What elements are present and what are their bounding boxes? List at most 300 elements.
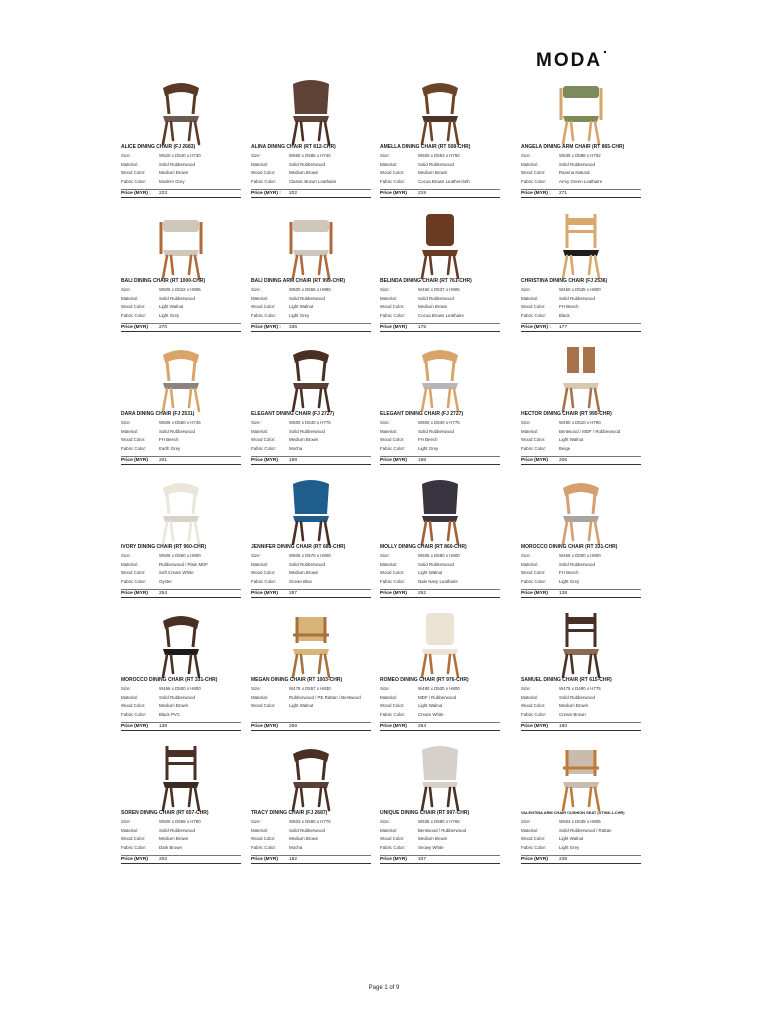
price-label: Price (MYR) xyxy=(251,724,278,730)
spec-row-size xyxy=(380,286,500,295)
spec-row-material xyxy=(380,827,500,836)
spec-label: Fabric Color: xyxy=(380,711,406,717)
spec-row-fabric xyxy=(121,711,241,720)
price-label: Price (MYR) xyxy=(521,458,548,464)
spec-list xyxy=(121,685,241,719)
spec-label: Size: xyxy=(521,819,531,824)
spec-list xyxy=(380,419,500,453)
spec-row-wood xyxy=(521,835,641,844)
chair-image xyxy=(549,74,613,146)
price-value: 271 xyxy=(559,191,568,197)
spec-label: Wood Color: xyxy=(380,703,405,709)
price-value: 175 xyxy=(418,325,427,331)
spec-row-fabric xyxy=(121,178,241,187)
spec-row-fabric xyxy=(380,711,500,720)
spec-value: Solid Rubberwood xyxy=(289,428,325,434)
spec-row-size xyxy=(121,419,241,428)
spec-row-material xyxy=(380,428,500,437)
spec-row-fabric xyxy=(380,312,500,321)
spec-row-wood xyxy=(121,169,241,178)
spec-row-size xyxy=(121,818,241,827)
spec-value: Light Grey xyxy=(559,844,580,850)
spec-row-material xyxy=(380,161,500,170)
product-card xyxy=(251,470,371,603)
spec-label: Size: xyxy=(121,287,131,292)
chair-image xyxy=(149,474,213,546)
spec-value: Earth Grey xyxy=(159,445,181,451)
chair-image xyxy=(149,341,213,413)
chair-image xyxy=(149,74,213,146)
spec-value: Mocha xyxy=(289,445,303,451)
price-label: Price (MYR) xyxy=(380,857,407,863)
spec-value: Medium Brown xyxy=(159,836,189,842)
spec-row-size xyxy=(380,685,500,694)
price-label: Price (MYR) xyxy=(380,325,407,331)
spec-row-fabric xyxy=(380,844,500,853)
spec-row-fabric xyxy=(121,578,241,587)
price-row xyxy=(121,722,241,731)
spec-row-size xyxy=(251,685,371,694)
product-name: IVORY DINING CHAIR (RT 960-CHR) xyxy=(121,544,207,550)
spec-label: Material: xyxy=(380,694,397,700)
spec-row-material xyxy=(251,827,371,836)
spec-label: Fabric Color: xyxy=(121,844,147,850)
product-card xyxy=(521,204,641,337)
spec-value: Medium Brown xyxy=(289,437,319,443)
product-card xyxy=(380,204,500,337)
spec-list xyxy=(251,552,371,586)
product-card xyxy=(380,337,500,470)
spec-row-material xyxy=(521,161,641,170)
spec-row-material xyxy=(251,161,371,170)
product-card xyxy=(521,470,641,603)
price-row xyxy=(121,589,241,598)
spec-value: W460 x D537 x H806 xyxy=(418,287,460,292)
spec-value: FH Beech xyxy=(559,304,579,310)
spec-row-fabric xyxy=(121,844,241,853)
price-label: Price (MYR) xyxy=(251,458,278,464)
spec-row-wood xyxy=(380,436,500,445)
product-name: JENNIFER DINING CHAIR (RT 688-CHR) xyxy=(251,544,346,550)
product-name: BALI DINING CHAIR (RT 1000-CHR) xyxy=(121,278,206,284)
spec-value: Solid Rubberwood xyxy=(559,295,595,301)
price-row xyxy=(251,323,371,332)
spec-value: W506 x D560 x H800 xyxy=(159,553,201,558)
spec-row-material xyxy=(251,694,371,703)
spec-value: Light Walnut xyxy=(559,437,584,443)
chair-image xyxy=(279,740,343,812)
spec-label: Material: xyxy=(121,827,138,833)
spec-label: Wood Color: xyxy=(121,703,146,709)
spec-value: Nale Navy Leathaire xyxy=(418,578,458,584)
price-value: 337 xyxy=(418,857,427,863)
spec-label: Size: xyxy=(380,819,390,824)
spec-label: Wood Color: xyxy=(521,570,546,576)
price-row xyxy=(121,189,241,198)
spec-value: FH Beech xyxy=(159,437,179,443)
spec-value: Medium Brown xyxy=(418,304,448,310)
spec-value: Medium Brown xyxy=(289,170,319,176)
price-value: 160 xyxy=(559,724,568,730)
product-card xyxy=(380,603,500,736)
spec-row-size xyxy=(251,552,371,561)
spec-label: Size: xyxy=(380,153,390,158)
spec-value: Solid Rubberwood xyxy=(418,428,454,434)
spec-label: Fabric Color: xyxy=(380,178,406,184)
spec-list xyxy=(521,818,641,852)
price-row xyxy=(521,722,641,731)
spec-label: Size: xyxy=(121,553,131,558)
spec-label: Fabric Color: xyxy=(121,178,147,184)
spec-list xyxy=(121,419,241,453)
spec-label: Wood Color: xyxy=(251,570,276,576)
chair-image xyxy=(279,607,343,679)
chair-image xyxy=(408,208,472,280)
spec-label: Fabric Color: xyxy=(521,445,547,451)
price-label: Price (MYR) xyxy=(121,591,148,597)
spec-label: Fabric Color: xyxy=(521,178,547,184)
product-name: VALENTINA ARM CHAIR CUSHION SEAT (ST966-1-CHR) xyxy=(521,810,625,815)
spec-value: Cream Brown xyxy=(559,711,586,717)
spec-value: Solid Rubberwood xyxy=(559,694,595,700)
price-row xyxy=(380,589,500,598)
price-label: Price (MYR) xyxy=(521,724,548,730)
spec-label: Wood Color: xyxy=(121,570,146,576)
product-name: ANGELA DINING ARM CHAIR (RT 865-CHR) xyxy=(521,144,625,150)
price-value: 239 xyxy=(559,857,568,863)
product-name: ELEGANT DINING CHAIR (FJ 2727) xyxy=(251,411,335,417)
spec-row-size xyxy=(121,152,241,161)
spec-row-wood xyxy=(251,569,371,578)
price-label: Price (MYR) xyxy=(380,591,407,597)
spec-label: Material: xyxy=(380,161,397,167)
spec-value: Solid Rubberwood xyxy=(289,827,325,833)
spec-row-size xyxy=(380,152,500,161)
spec-label: Fabric Color: xyxy=(380,445,406,451)
spec-label: Material: xyxy=(121,161,138,167)
spec-list xyxy=(251,286,371,320)
spec-row-wood xyxy=(121,702,241,711)
spec-row-fabric xyxy=(380,445,500,454)
spec-label: Material: xyxy=(251,561,268,567)
spec-label: Size: xyxy=(251,686,261,691)
spec-label: Material: xyxy=(251,295,268,301)
price-label: Price (MYR) : xyxy=(121,191,151,197)
spec-label: Size: xyxy=(251,153,261,158)
spec-label: Material: xyxy=(121,428,138,434)
product-name: HECTOR DINING CHAIR (RT 995-CHR) xyxy=(521,411,612,417)
product-name: CHRISTINA DINING CHAIR (FJ 2536) xyxy=(521,278,608,284)
spec-row-material xyxy=(121,827,241,836)
price-label: Price (MYR) xyxy=(251,591,278,597)
spec-value: Medium Brown xyxy=(159,703,189,709)
price-row xyxy=(251,456,371,465)
spec-label: Size: xyxy=(521,686,531,691)
product-name: UNIQUE DINING CHAIR (RT 997-CHR) xyxy=(380,810,470,816)
spec-value: Medium Brown xyxy=(418,836,448,842)
spec-value: Ravena Natural xyxy=(559,170,590,176)
spec-label: Material: xyxy=(521,295,538,301)
product-name: MOROCCO DINING CHAIR (RT 331-CHR) xyxy=(521,544,618,550)
spec-label: Size: xyxy=(121,686,131,691)
spec-value: MDF / Rubberwood xyxy=(418,694,457,700)
spec-label: Wood Color: xyxy=(251,836,276,842)
product-card xyxy=(521,736,641,869)
spec-label: Fabric Color: xyxy=(521,711,547,717)
product-name: MOROCCO DINING CHAIR (RT 331-CHR) xyxy=(121,677,218,683)
spec-value: W500 x D655 x H880 xyxy=(289,287,331,292)
product-card xyxy=(121,736,241,869)
spec-row-size xyxy=(521,419,641,428)
spec-value: Solid Rubberwood xyxy=(559,161,595,167)
spec-value: FH Beech xyxy=(418,437,438,443)
spec-label: Fabric Color: xyxy=(251,578,277,584)
price-row xyxy=(380,456,500,465)
spec-value: Solid Rubberwood xyxy=(159,161,195,167)
spec-value: Solid Rubberwood xyxy=(159,295,195,301)
price-label: Price (MYR) xyxy=(121,458,148,464)
spec-row-wood xyxy=(380,835,500,844)
spec-row-wood xyxy=(251,436,371,445)
spec-value: Solid Rubberwood xyxy=(418,561,454,567)
spec-row-wood xyxy=(251,702,371,711)
spec-label: Material: xyxy=(521,428,538,434)
spec-value: Light Walnut xyxy=(418,703,443,709)
price-value: 202 xyxy=(289,191,298,197)
spec-list xyxy=(251,818,371,852)
price-value: 182 xyxy=(289,857,298,863)
product-card xyxy=(380,736,500,869)
product-card xyxy=(251,736,371,869)
product-name: SAMUEL DINING CHAIR (RT 615-CHR) xyxy=(521,677,612,683)
product-name: ELEGANT DINING CHAIR (FJ 2727) xyxy=(380,411,464,417)
spec-value: Black PVC xyxy=(159,711,180,717)
price-value: 138 xyxy=(559,591,568,597)
spec-value: Classic Brown Leathaire xyxy=(289,178,337,184)
product-card xyxy=(521,603,641,736)
spec-value: W520 x D540 x H730 xyxy=(159,153,201,158)
spec-label: Wood Color: xyxy=(121,170,146,176)
spec-value: Light Grey xyxy=(159,312,180,318)
spec-label: Wood Color: xyxy=(521,836,546,842)
price-value: 336 xyxy=(289,325,298,331)
spec-value: W466 x D500 x H800 xyxy=(559,553,601,558)
spec-label: Wood Color: xyxy=(251,703,276,709)
spec-row-size xyxy=(380,419,500,428)
spec-row-wood xyxy=(121,436,241,445)
product-name: BELINDA DINING CHAIR (RT 761-CHR) xyxy=(380,278,472,284)
spec-label: Material: xyxy=(380,428,397,434)
spec-label: Size: xyxy=(251,420,261,425)
spec-label: Material: xyxy=(380,561,397,567)
price-row xyxy=(380,722,500,731)
spec-label: Fabric Color: xyxy=(251,844,277,850)
spec-label: Wood Color: xyxy=(121,437,146,443)
price-value: 287 xyxy=(289,591,298,597)
product-card xyxy=(251,603,371,736)
spec-row-material xyxy=(380,295,500,304)
spec-row-material xyxy=(251,428,371,437)
price-row xyxy=(521,855,641,864)
spec-label: Size: xyxy=(251,287,261,292)
spec-label: Size: xyxy=(251,819,261,824)
spec-row-wood xyxy=(380,569,500,578)
spec-row-wood xyxy=(521,169,641,178)
product-card xyxy=(121,603,241,736)
spec-value: W564 x D635 x H805 xyxy=(559,819,601,824)
spec-row-material xyxy=(121,428,241,437)
spec-list xyxy=(121,152,241,186)
spec-label: Material: xyxy=(251,161,268,167)
spec-value: Solid Rubberwood xyxy=(159,694,195,700)
chair-image xyxy=(549,607,613,679)
spec-row-material xyxy=(521,561,641,570)
price-value: 223 xyxy=(159,191,168,197)
price-label: Price (MYR) : xyxy=(521,191,551,197)
spec-row-fabric xyxy=(251,578,371,587)
spec-row-wood xyxy=(251,835,371,844)
spec-value: W478 x D557 x H830 xyxy=(289,686,331,691)
spec-label: Material: xyxy=(251,694,268,700)
spec-label: Material: xyxy=(121,561,138,567)
spec-label: Material: xyxy=(121,694,138,700)
chair-image xyxy=(549,740,613,812)
spec-row-material xyxy=(121,694,241,703)
price-row xyxy=(521,589,641,598)
price-label: Price (MYR) xyxy=(521,857,548,863)
chair-image xyxy=(279,74,343,146)
price-value: 138 xyxy=(159,724,168,730)
spec-row-wood xyxy=(380,702,500,711)
spec-label: Material: xyxy=(521,161,538,167)
spec-label: Material: xyxy=(121,295,138,301)
price-value: 219 xyxy=(418,191,427,197)
spec-value: W506 x D560 x H745 xyxy=(159,420,201,425)
product-name: MEGAN DINING CHAIR (RT 1003-CHR) xyxy=(251,677,343,683)
price-label: Price (MYR) : xyxy=(251,191,281,197)
spec-row-wood xyxy=(521,436,641,445)
spec-label: Wood Color: xyxy=(251,437,276,443)
spec-value: Light Walnut xyxy=(559,836,584,842)
spec-label: Fabric Color: xyxy=(121,445,147,451)
spec-list xyxy=(521,685,641,719)
spec-label: Size: xyxy=(521,153,531,158)
spec-row-size xyxy=(521,286,641,295)
spec-value: Solid Rubberwood / Rattan xyxy=(559,827,612,833)
chair-image xyxy=(149,740,213,812)
spec-value: Cream White xyxy=(418,711,444,717)
spec-value: Ocean Blue xyxy=(289,578,312,584)
spec-row-wood xyxy=(521,303,641,312)
price-label: Price (MYR) xyxy=(121,724,148,730)
spec-value: Rubberwood / PE Rattan / Bentwood xyxy=(289,694,361,700)
spec-value: W535 x D580 x H765 xyxy=(418,819,460,824)
spec-row-fabric xyxy=(521,844,641,853)
chair-image xyxy=(279,474,343,546)
spec-row-size xyxy=(521,818,641,827)
product-name: SOREN DINING CHAIR (RT 657-CHR) xyxy=(121,810,209,816)
spec-label: Size: xyxy=(121,153,131,158)
spec-label: Wood Color: xyxy=(380,170,405,176)
spec-value: W506 x D570 x H800 xyxy=(289,553,331,558)
spec-row-size xyxy=(521,552,641,561)
spec-row-size xyxy=(251,152,371,161)
spec-list xyxy=(251,685,371,711)
spec-label: Fabric Color: xyxy=(251,445,277,451)
spec-label: Fabric Color: xyxy=(521,578,547,584)
price-row xyxy=(121,855,241,864)
spec-list xyxy=(380,685,500,719)
spec-row-fabric xyxy=(251,844,371,853)
spec-row-wood xyxy=(380,169,500,178)
spec-row-wood xyxy=(521,569,641,578)
spec-value: Light Grey xyxy=(418,445,439,451)
chair-image xyxy=(549,474,613,546)
spec-label: Material: xyxy=(380,827,397,833)
spec-label: Wood Color: xyxy=(521,703,546,709)
spec-label: Fabric Color: xyxy=(380,312,406,318)
spec-row-size xyxy=(251,419,371,428)
spec-value: Bentwood / Rubberwood xyxy=(418,827,467,833)
spec-label: Size: xyxy=(521,287,531,292)
chair-image xyxy=(279,341,343,413)
spec-value: Cocoa Brown Leathaire xyxy=(418,312,464,318)
product-card xyxy=(121,470,241,603)
product-card xyxy=(251,204,371,337)
spec-value: Medium Brown xyxy=(159,170,189,176)
spec-value: Army Green Leathaire xyxy=(559,178,603,184)
price-label: Price (MYR) : xyxy=(521,325,551,331)
price-row xyxy=(380,323,500,332)
spec-label: Size: xyxy=(380,420,390,425)
spec-row-size xyxy=(251,818,371,827)
product-name: DARA DINING CHAIR (FJ 2531) xyxy=(121,411,195,417)
price-label: Price (MYR) xyxy=(380,191,407,197)
spec-value: Dark Brown xyxy=(159,844,182,850)
price-value: 270 xyxy=(159,325,168,331)
spec-row-fabric xyxy=(121,312,241,321)
product-card xyxy=(380,70,500,203)
spec-label: Wood Color: xyxy=(380,570,405,576)
spec-value: Cocoa Brown Leathercloth xyxy=(418,178,470,184)
spec-label: Size: xyxy=(380,287,390,292)
price-value: 202 xyxy=(159,857,168,863)
spec-value: Light Grey xyxy=(289,312,310,318)
spec-label: Fabric Color: xyxy=(521,312,547,318)
spec-label: Fabric Color: xyxy=(380,844,406,850)
spec-row-fabric xyxy=(521,711,641,720)
product-card xyxy=(521,70,641,203)
spec-list xyxy=(121,552,241,586)
price-value: 206 xyxy=(559,458,568,464)
spec-label: Material: xyxy=(251,827,268,833)
chair-image xyxy=(408,474,472,546)
spec-row-material xyxy=(251,561,371,570)
spec-label: Wood Color: xyxy=(521,437,546,443)
spec-value: W500 x D540 x H775 xyxy=(289,420,331,425)
spec-value: Light Walnut xyxy=(289,703,314,709)
spec-value: W475 x D490 x H775 xyxy=(559,686,601,691)
spec-value: W506 x D622 x H805 xyxy=(159,287,201,292)
price-label: Price (MYR) xyxy=(121,857,148,863)
price-row xyxy=(121,456,241,465)
chair-image xyxy=(149,607,213,679)
price-row xyxy=(251,589,371,598)
chair-image xyxy=(408,740,472,812)
spec-label: Fabric Color: xyxy=(251,178,277,184)
spec-value: W490 x D510 x H790 xyxy=(559,420,601,425)
spec-row-size xyxy=(251,286,371,295)
